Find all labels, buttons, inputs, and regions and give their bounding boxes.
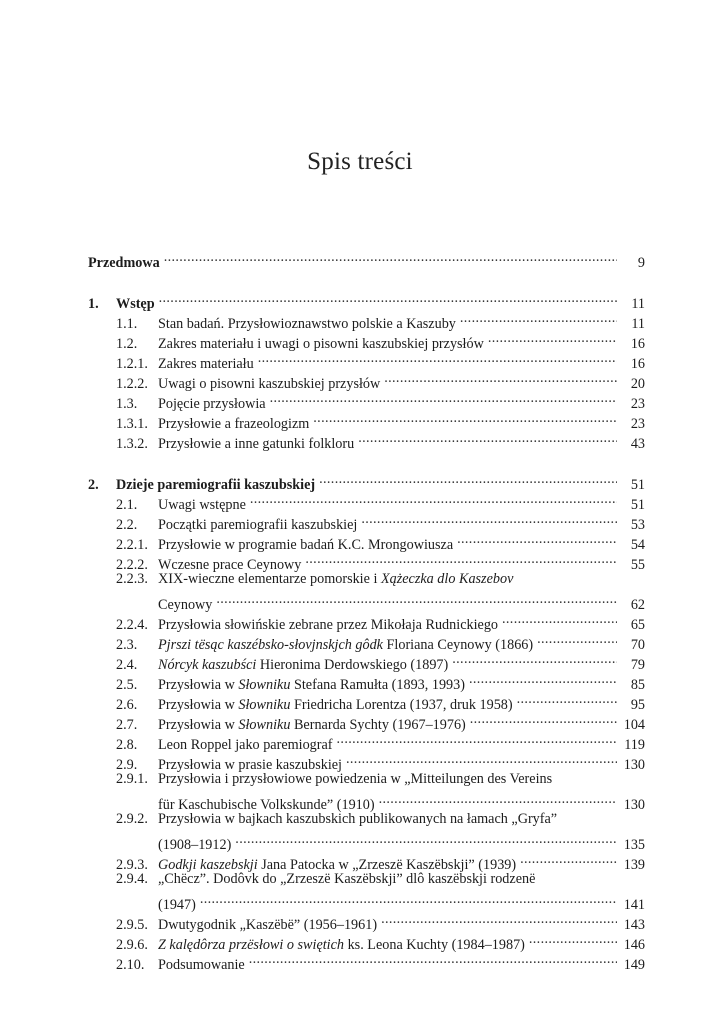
toc-entry-page: 16 [630,356,645,372]
toc-entry-page: 51 [630,497,645,513]
toc-entry[interactable] [88,949,645,973]
toc-entry[interactable] [88,669,645,693]
toc-entry-label-part: Przysłowia w [158,717,239,733]
dot-leader [361,509,617,529]
toc-entry-label: Przysłowie a inne gatunki folkloru [158,436,355,452]
toc-entry-page: 95 [630,697,645,713]
toc-entry[interactable] [88,689,645,713]
toc-entry[interactable] [88,408,645,432]
toc-entry-page: 135 [623,837,645,853]
toc-entry-page: 53 [630,517,645,533]
toc-entry-number: 2.9. [116,757,138,773]
toc-entry-multiline[interactable] [88,809,645,829]
toc-entry-number: 1. [88,296,99,312]
toc-entry-page: 62 [630,597,645,613]
toc-entry-label: Przysłowia w prasie kaszubskiej [158,757,343,773]
toc-entry-label-part: Hieronima Derdowskiego (1897) [256,657,449,673]
toc-entry-label-italic: Słowniku [238,697,291,713]
toc-entry-page: 79 [630,657,645,673]
toc-entry[interactable] [88,529,645,553]
dot-leader [305,549,617,569]
toc-entry[interactable] [88,308,645,332]
toc-entry-page: 11 [631,316,645,332]
dot-leader [460,308,617,328]
toc-entry[interactable] [88,489,645,513]
toc-entry-label: Dwutygodnik „Kaszëbë” (1956–1961) [158,917,378,933]
toc-entry-label [158,569,513,589]
dot-leader [529,929,617,949]
toc-entry-label: Przysłowia w bajkach kaszubskich publikowanych na łamach „Gryfa” [158,811,558,827]
toc-entry-label: Pojęcie przysłowia [158,396,266,412]
toc-entry-multiline[interactable] [88,569,645,589]
toc-entry-page: 104 [623,717,645,733]
dot-leader [249,949,617,969]
toc-entry-continuation[interactable] [88,589,645,613]
toc-entry-label-cont: (1947) [158,897,196,913]
toc-entry-number: 2.9.6. [116,937,148,953]
toc-entry-number: 1.3. [116,396,138,412]
toc-entry-page: 23 [630,416,645,432]
toc-entry-label: Dzieje paremiografii kaszubskiej [116,477,316,493]
toc-entry-label: Przysłowie a frazeologizm [158,416,310,432]
toc-entry-page: 85 [630,677,645,693]
toc-entry-number: 2.4. [116,657,138,673]
toc-entry[interactable] [88,709,645,733]
toc-entry-label: Przysłowia słowińskie zebrane przez Mikołaja Rudnickiego [158,617,499,633]
toc-entry[interactable] [88,549,645,573]
toc-entry-multiline[interactable] [88,869,645,889]
toc-entry-label-cont: (1908–1912) [158,837,232,853]
toc-entry-number: 2.9.5. [116,917,148,933]
toc-entry-page: 141 [623,897,645,913]
toc-entry-label-part: Przysłowia w [158,697,239,713]
toc-entry-number: 2.5. [116,677,138,693]
toc-entry-label: Początki paremiografii kaszubskiej [158,517,358,533]
dot-leader [337,729,617,749]
toc-entry-number: 1.3.1. [116,416,148,432]
toc-entry-label: Uwagi o pisowni kaszubskiej przysłów [158,376,381,392]
toc-entry-number: 2.6. [116,697,138,713]
toc-entry-label-italic: Słowniku [238,717,291,733]
toc-entry-page: 20 [630,376,645,392]
toc-entry-page: 146 [623,937,645,953]
toc-chapter-1[interactable] [88,288,645,312]
page-title: Spis treści [307,148,413,175]
dot-leader [457,529,617,549]
toc-entry-label-cont: Ceynowy [158,597,213,613]
toc-entry[interactable] [88,749,645,773]
toc-entry-number: 2.9.2. [116,811,148,827]
toc-entry-number: 2.2.4. [116,617,148,633]
toc-entry[interactable] [88,729,645,753]
toc-entry-page: 51 [630,477,645,493]
toc-entry-label: Przysłowie w programie badań K.C. Mrongowiusza [158,537,454,553]
toc-entry[interactable] [88,609,645,633]
toc-entry[interactable] [88,428,645,452]
toc-entry-page: 139 [623,857,645,873]
toc-entry-number: 2. [88,477,99,493]
toc-entry-page: 149 [623,957,645,973]
toc-entry-page: 55 [630,557,645,573]
toc-entry-number: 1.3.2. [116,436,148,452]
toc-entry-label-italic: Z kalędôrza przësłowi o swiętich [158,937,345,953]
toc-entry-continuation[interactable] [88,829,645,853]
toc-entry-preface[interactable] [88,247,645,271]
toc-entry-number: 2.8. [116,737,138,753]
toc-entry-number: 2.3. [116,637,138,653]
toc-entry-label: Uwagi wstępne [158,497,246,513]
toc-entry-continuation[interactable] [88,889,645,913]
toc-entry-number: 2.1. [116,497,138,513]
toc-entry-label-part: Przysłowia w [158,677,239,693]
dot-leader [346,749,617,769]
dot-leader [216,589,617,609]
toc-entry-label-italic: Godkji kaszebskji [158,857,258,873]
dot-leader [164,247,617,267]
toc-chapter-2[interactable] [88,469,645,493]
toc-entry-label-italic: Słowniku [238,677,291,693]
toc-entry-continuation[interactable] [88,789,645,813]
dot-leader [452,649,617,669]
dot-leader [384,368,617,388]
toc-entry-page: 9 [637,255,645,271]
toc-entry-page: 11 [631,296,645,312]
toc-entry-page: 43 [630,436,645,452]
toc-entry-label-part: Floriana Ceynowy (1866) [382,637,534,653]
toc-entry-label-part: Stefana Ramułta (1893, 1993) [290,677,465,693]
dot-leader [520,849,617,869]
toc-entry-number: 1.2.1. [116,356,148,372]
toc-entry[interactable] [88,649,645,673]
dot-leader [258,348,617,368]
toc-entry-label: Podsumowanie [158,957,245,973]
toc-entry-label-italic: Pjrszi tësąc kaszébsko-słovjnskjch gôdk [158,637,383,653]
toc-entry-number: 1.2. [116,336,138,352]
toc-entry-label: Leon Roppel jako paremiograf [158,737,333,753]
toc-entry-label: Wstęp [116,296,155,312]
dot-leader [517,689,617,709]
toc-entry-page: 23 [630,396,645,412]
toc-entry-label: Stan badań. Przysłowioznawstwo polskie a Kaszuby [158,316,456,332]
toc-entry-number: 2.9.1. [116,771,148,787]
toc-entry[interactable] [88,629,645,653]
table-of-contents [88,247,645,973]
dot-leader [270,388,617,408]
toc-entry-number: 2.2. [116,517,138,533]
dot-leader [358,428,617,448]
toc-entry-page: 143 [623,917,645,933]
dot-leader [159,288,617,308]
toc-entry-label: Przysłowia i przysłowiowe powiedzenia w „Mitteilungen des Vereins [158,771,553,787]
toc-entry-label: Zakres materiału i uwagi o pisowni kaszubskiej przysłów [158,336,484,352]
toc-entry-label-part: Friedricha Lorentza (1937, druk 1958) [290,697,513,713]
toc-entry-number: 2.2.3. [116,571,148,587]
toc-entry-number: 1.1. [116,316,138,332]
toc-entry[interactable] [88,388,645,412]
dot-leader [319,469,617,489]
dot-leader [379,789,617,809]
toc-entry-label-part: ks. Leona Kuchty (1984–1987) [344,937,525,953]
toc-entry[interactable] [88,509,645,533]
toc-entry[interactable] [88,328,645,352]
dot-leader [470,709,617,729]
toc-entry-label-part: XIX-wieczne elementarze pomorskie i [158,571,381,587]
toc-entry-page: 65 [630,617,645,633]
toc-entry[interactable] [88,348,645,372]
toc-entry[interactable] [88,849,645,873]
toc-entry-page: 16 [630,336,645,352]
toc-entry-page: 119 [624,737,645,753]
dot-leader [381,909,617,929]
toc-entry-label-italic: Xążeczka dlo Kaszebov [380,571,514,587]
toc-entry-label: Wczesne prace Ceynowy [158,557,302,573]
toc-entry[interactable] [88,929,645,953]
dot-leader [250,489,617,509]
toc-entry-page: 70 [630,637,645,653]
toc-entry-multiline[interactable] [88,769,645,789]
dot-leader [200,889,617,909]
toc-entry-number: 2.2.2. [116,557,148,573]
dot-leader [313,408,617,428]
toc-entry-label: „Chëcz”. Dodôvk do „Zrzeszë Kaszëbskji” dlô kaszëbskji rodzenë [158,871,536,887]
toc-entry[interactable] [88,909,645,933]
toc-entry-number: 2.7. [116,717,138,733]
dot-leader [469,669,617,689]
toc-entry-label-part: Bernarda Sychty (1967–1976) [290,717,466,733]
toc-entry-label: Zakres materiału [158,356,254,372]
toc-entry-number: 1.2.2. [116,376,148,392]
toc-entry-number: 2.9.4. [116,871,148,887]
toc-entry-label-cont: für Kaschubische Volkskunde” (1910) [158,797,375,813]
dot-leader [537,629,617,649]
toc-entry-number: 2.10. [116,957,145,973]
toc-entry[interactable] [88,368,645,392]
toc-entry-page: 130 [623,797,645,813]
dot-leader [488,328,617,348]
toc-entry-label-italic: Nórcyk kaszubści [158,657,257,673]
dot-leader [502,609,617,629]
toc-entry-page: 54 [630,537,645,553]
toc-entry-number: 2.9.3. [116,857,148,873]
toc-entry-label-part: Jana Patocka w „Zrzeszë Kaszëbskji” (1939) [257,857,517,873]
dot-leader [235,829,617,849]
toc-entry-label: Przedmowa [88,255,160,271]
toc-entry-number: 2.2.1. [116,537,148,553]
toc-entry-page: 130 [623,757,645,773]
